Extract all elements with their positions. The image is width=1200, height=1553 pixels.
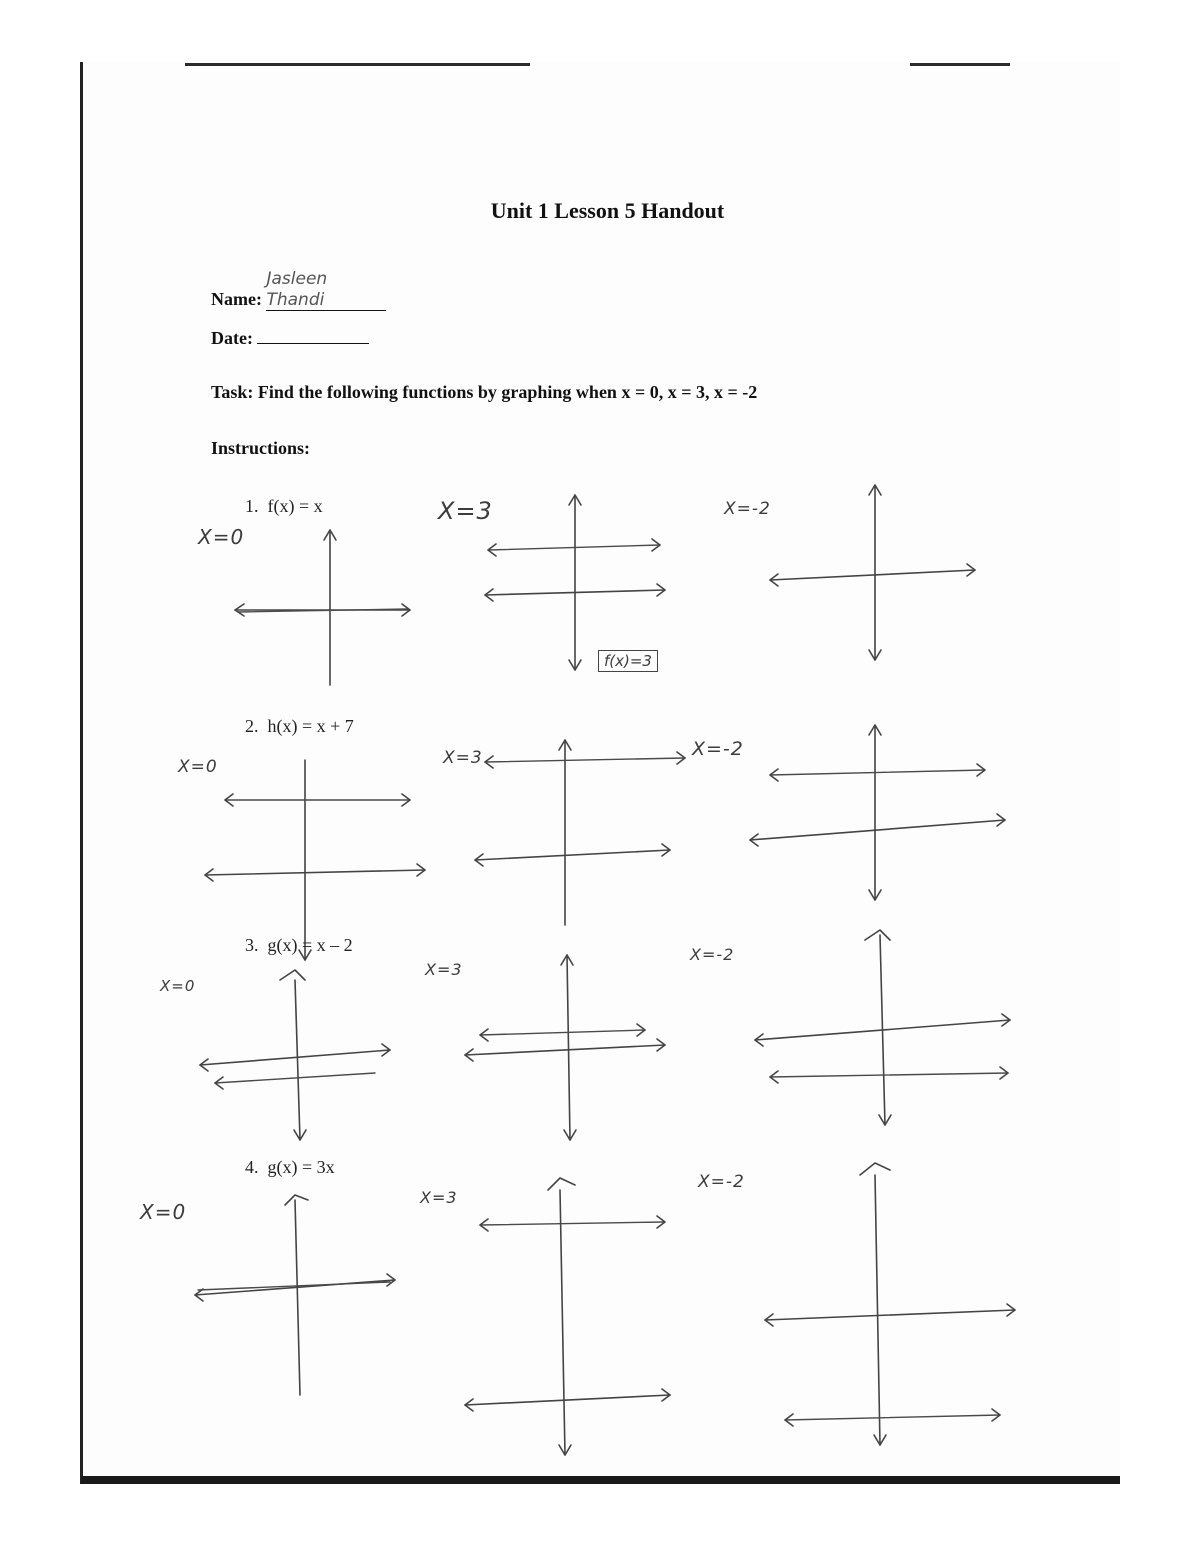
graph-2-xneg2 xyxy=(745,725,1010,905)
problem-4 xyxy=(245,1157,335,1178)
name-field xyxy=(211,268,386,311)
name-label: Name: xyxy=(211,289,262,309)
graph-1-x0 xyxy=(230,530,430,690)
label-x3: X=3 xyxy=(425,960,463,979)
graph-2-x3 xyxy=(465,740,685,930)
graph-4-x3 xyxy=(460,1170,680,1460)
problem-expression: g(x) = x – 2 xyxy=(267,935,353,955)
label-x0: X=0 xyxy=(178,757,218,777)
problem-expression: g(x) = 3x xyxy=(267,1157,335,1177)
label-xneg2: X=-2 xyxy=(698,1172,745,1192)
name-value: Jasleen Thandi xyxy=(266,269,328,310)
label-xneg2: X=-2 xyxy=(724,499,771,519)
label-x3: X=3 xyxy=(438,497,493,525)
date-label: Date: xyxy=(211,328,253,348)
graph-4-x0 xyxy=(190,1190,405,1400)
problem-3 xyxy=(245,935,353,956)
graph-3-x0 xyxy=(195,965,395,1145)
label-x0: X=0 xyxy=(140,1200,187,1224)
date-line[interactable] xyxy=(257,325,369,344)
problem-1 xyxy=(245,496,323,517)
graph-1-xneg2 xyxy=(765,485,985,665)
problem-expression: h(x) = x + 7 xyxy=(267,716,354,736)
problem-2 xyxy=(245,716,354,737)
problem-number: 2. xyxy=(245,716,259,736)
label-x0: X=0 xyxy=(198,525,245,549)
label-x3: X=3 xyxy=(420,1188,458,1207)
top-edge xyxy=(185,63,530,66)
date-field xyxy=(211,325,369,349)
graph-4-xneg2 xyxy=(760,1155,1020,1450)
top-edge-right xyxy=(910,63,1010,66)
problem-expression: f(x) = x xyxy=(267,496,323,516)
page-title: Unit 1 Lesson 5 Handout xyxy=(490,198,725,223)
answer-box: f(x)=3 xyxy=(598,650,658,672)
task-text: Task: Find the following functions by graphing when x = 0, x = 3, x = -2 xyxy=(211,382,758,402)
instructions-label: Instructions: xyxy=(211,438,311,458)
problem-number: 1. xyxy=(245,496,259,516)
graph-1-x3 xyxy=(480,495,680,675)
problem-number: 4. xyxy=(245,1157,259,1177)
graph-3-xneg2 xyxy=(750,925,1015,1130)
label-xneg2: X=-2 xyxy=(692,738,744,760)
graph-3-x3 xyxy=(455,955,675,1145)
label-x3: X=3 xyxy=(443,748,483,768)
name-line[interactable] xyxy=(266,268,386,311)
graph-2-x0 xyxy=(200,755,430,965)
problem-number: 3. xyxy=(245,935,259,955)
label-xneg2: X=-2 xyxy=(690,945,735,964)
label-x0: X=0 xyxy=(160,977,196,995)
